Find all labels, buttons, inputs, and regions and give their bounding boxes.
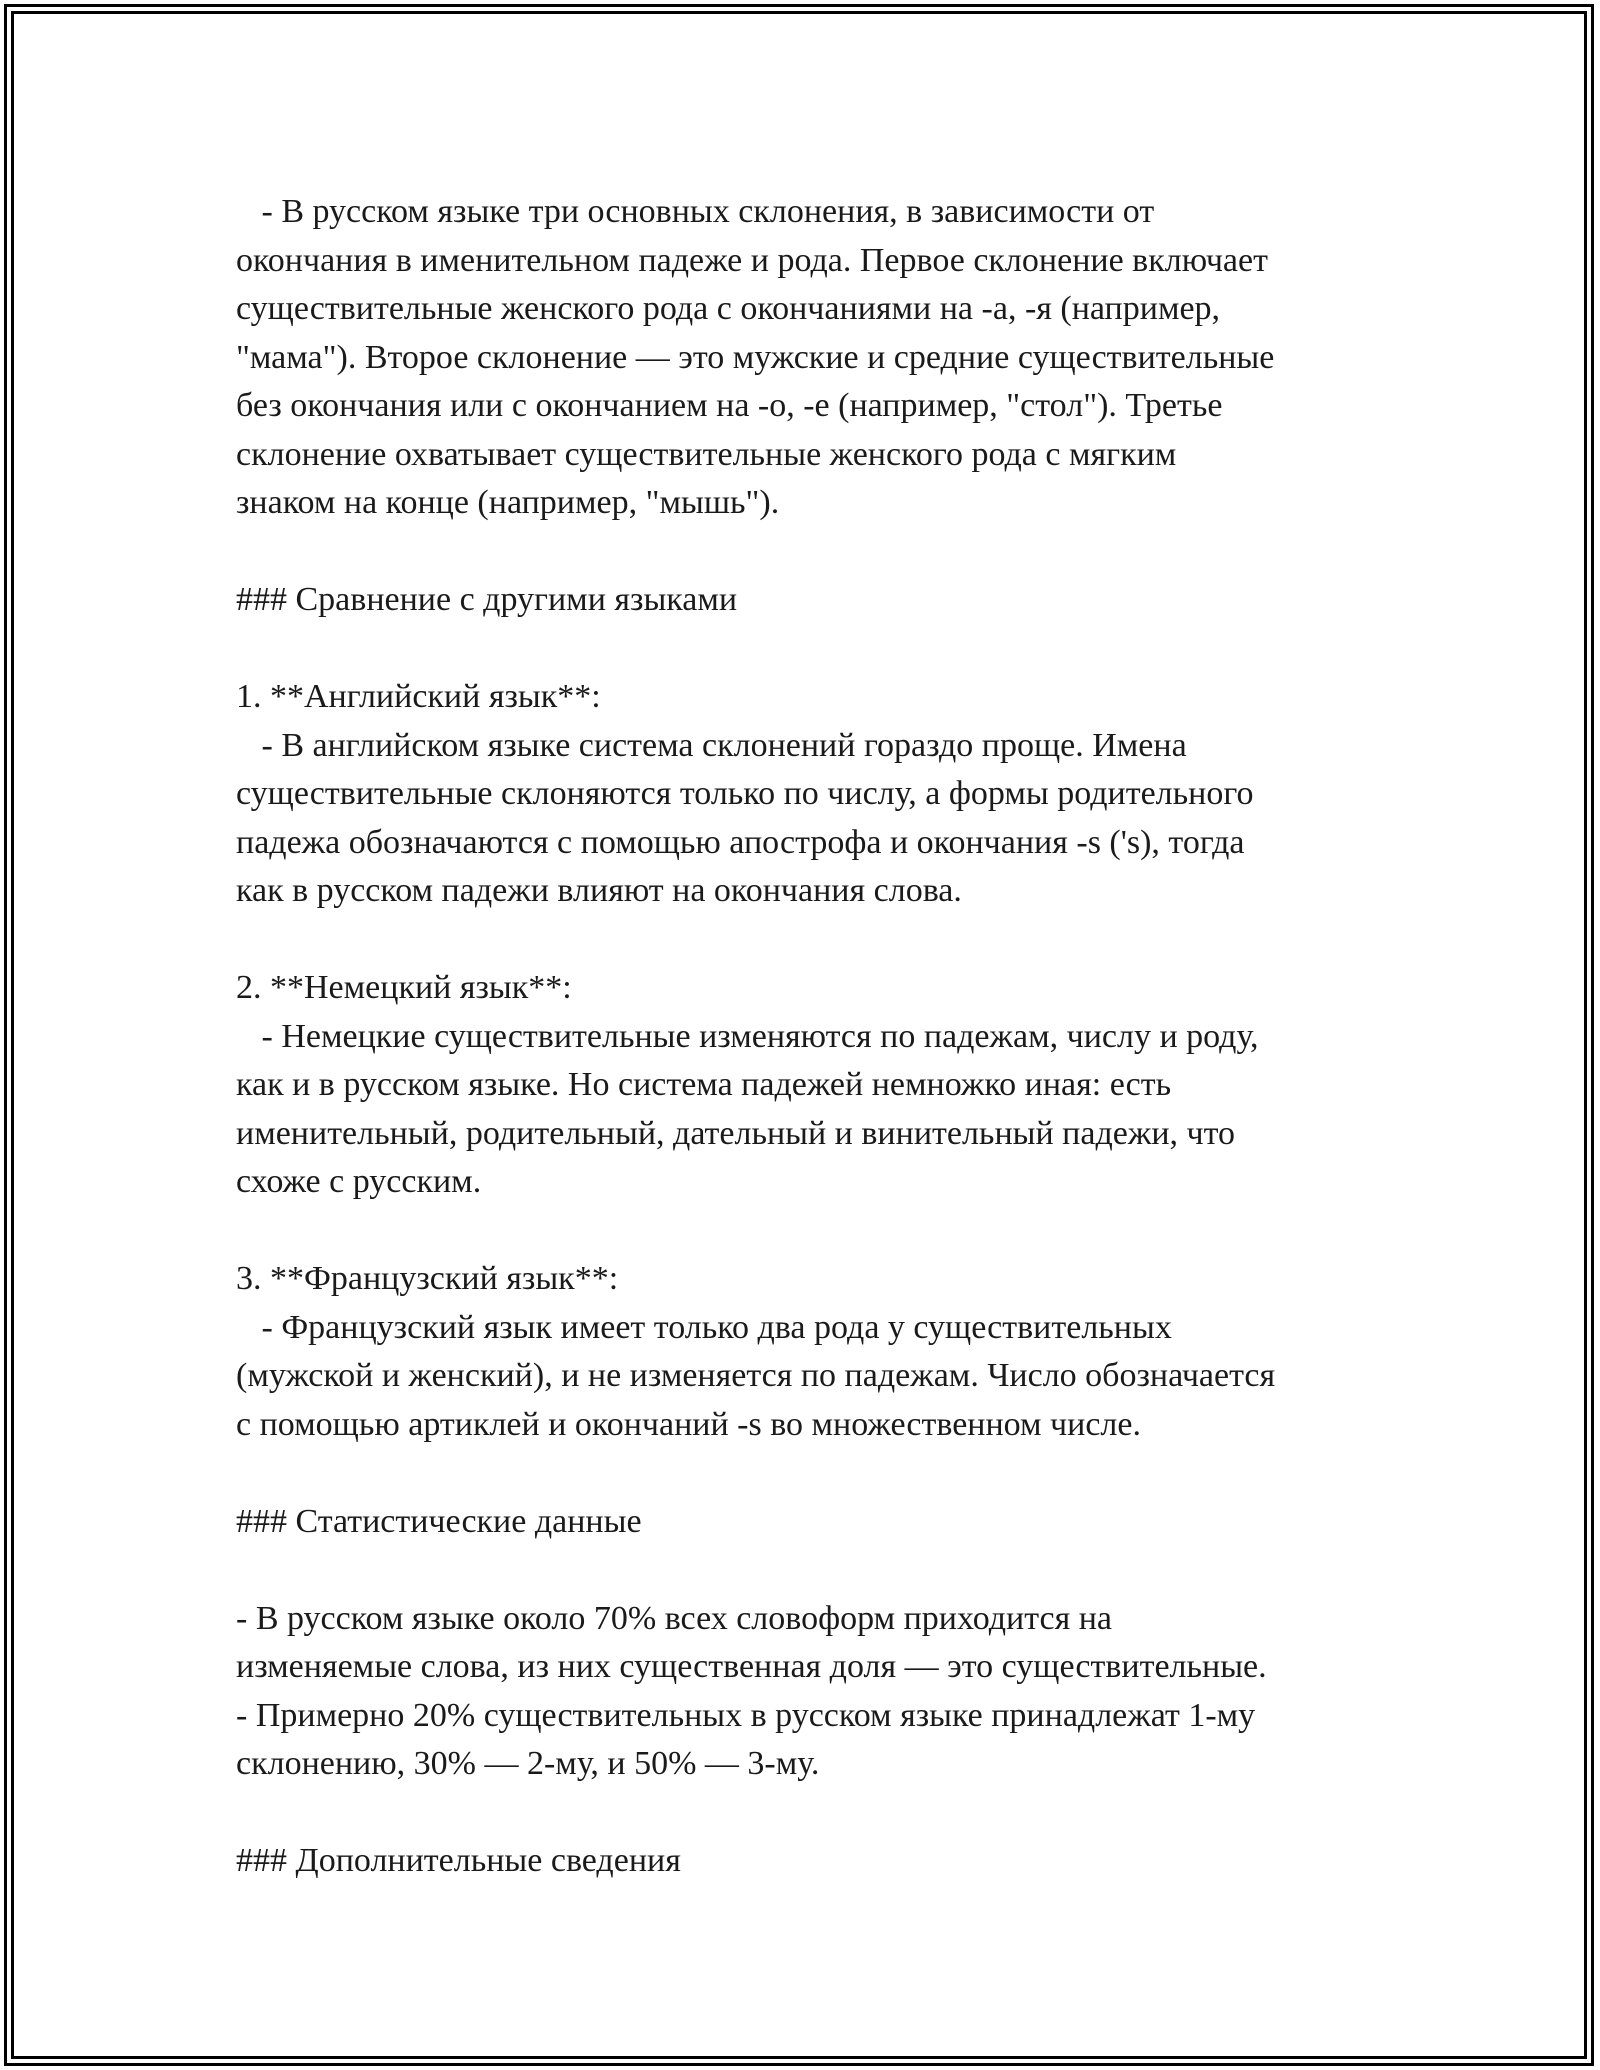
text-line: окончания в именительном падеже и рода. Первое склонение включает [236, 241, 1268, 279]
text-line: - В русском языке три основных склонения, в зависимости от [236, 193, 1155, 230]
text-line: схоже с русским. [236, 1163, 482, 1200]
section-heading-additional: ### Дополнительные сведения [236, 1842, 681, 1879]
list-item-title: 1. **Английский язык**: [236, 678, 601, 715]
blank-line [236, 1789, 1376, 1838]
text-line: - В английском языке система склонений гораздо проще. Имена [236, 726, 1187, 764]
text-line: без окончания или с окончанием на -о, -е (например, "стол"). Третье [236, 387, 1223, 424]
blank-line [236, 1207, 1376, 1256]
text-line: с помощью артиклей и окончаний -s во множественном числе. [236, 1405, 1141, 1443]
blank-line [236, 625, 1376, 674]
text-line: именительный, родительный, дательный и винительный падежи, что [236, 1114, 1236, 1152]
text-line: как и в русском языке. Но система падежей немножко иная: есть [236, 1066, 1172, 1103]
section-heading-statistics: ### Статистические данные [236, 1502, 642, 1540]
text-line: склонение охватывает существительные женского рода с мягким [236, 435, 1177, 473]
intro-paragraph [236, 188, 1376, 528]
text-line: - Примерно 20% существительных в русском языке принадлежат 1-му [236, 1696, 1256, 1734]
blank-line [236, 1449, 1376, 1498]
text-line: знаком на конце (например, "мышь"). [236, 484, 780, 521]
blank-line [236, 1546, 1376, 1595]
list-item-title: 3. **Французский язык**: [236, 1260, 619, 1297]
text-line: - Французский язык имеет только два рода у существительных [236, 1308, 1172, 1346]
list-item-english [236, 673, 1376, 916]
section-heading-comparison: ### Сравнение с другими языками [236, 581, 738, 618]
text-line: (мужской и женский), и не изменяется по падежам. Число обозначается [236, 1357, 1276, 1394]
blank-line [236, 916, 1376, 965]
blank-line [236, 528, 1376, 577]
text-line: - Немецкие существительные изменяются по падежам, числу и роду, [236, 1017, 1259, 1055]
list-item-title: 2. **Немецкий язык**: [236, 969, 572, 1006]
list-item-french [236, 1255, 1376, 1449]
text-line: склонению, 30% — 2-му, и 50% — 3-му. [236, 1745, 820, 1782]
list-item-german [236, 964, 1376, 1207]
text-line: как в русском падежи влияют на окончания слова. [236, 872, 962, 909]
statistics-list [236, 1595, 1376, 1789]
text-line: "мама"). Второе склонение — это мужские и средние существительные [236, 338, 1275, 376]
document-body [236, 188, 1376, 1886]
text-line: изменяемые слова, из них существенная доля — это существительные. [236, 1648, 1267, 1685]
text-line: существительные склоняются только по числу, а формы родительного [236, 775, 1254, 812]
text-line: - В русском языке около 70% всех словоформ приходится на [236, 1599, 1113, 1637]
text-line: падежа обозначаются с помощью апострофа и окончания -s ('s), тогда [236, 823, 1245, 861]
text-line: существительные женского рода с окончаниями на -а, -я (например, [236, 290, 1221, 327]
